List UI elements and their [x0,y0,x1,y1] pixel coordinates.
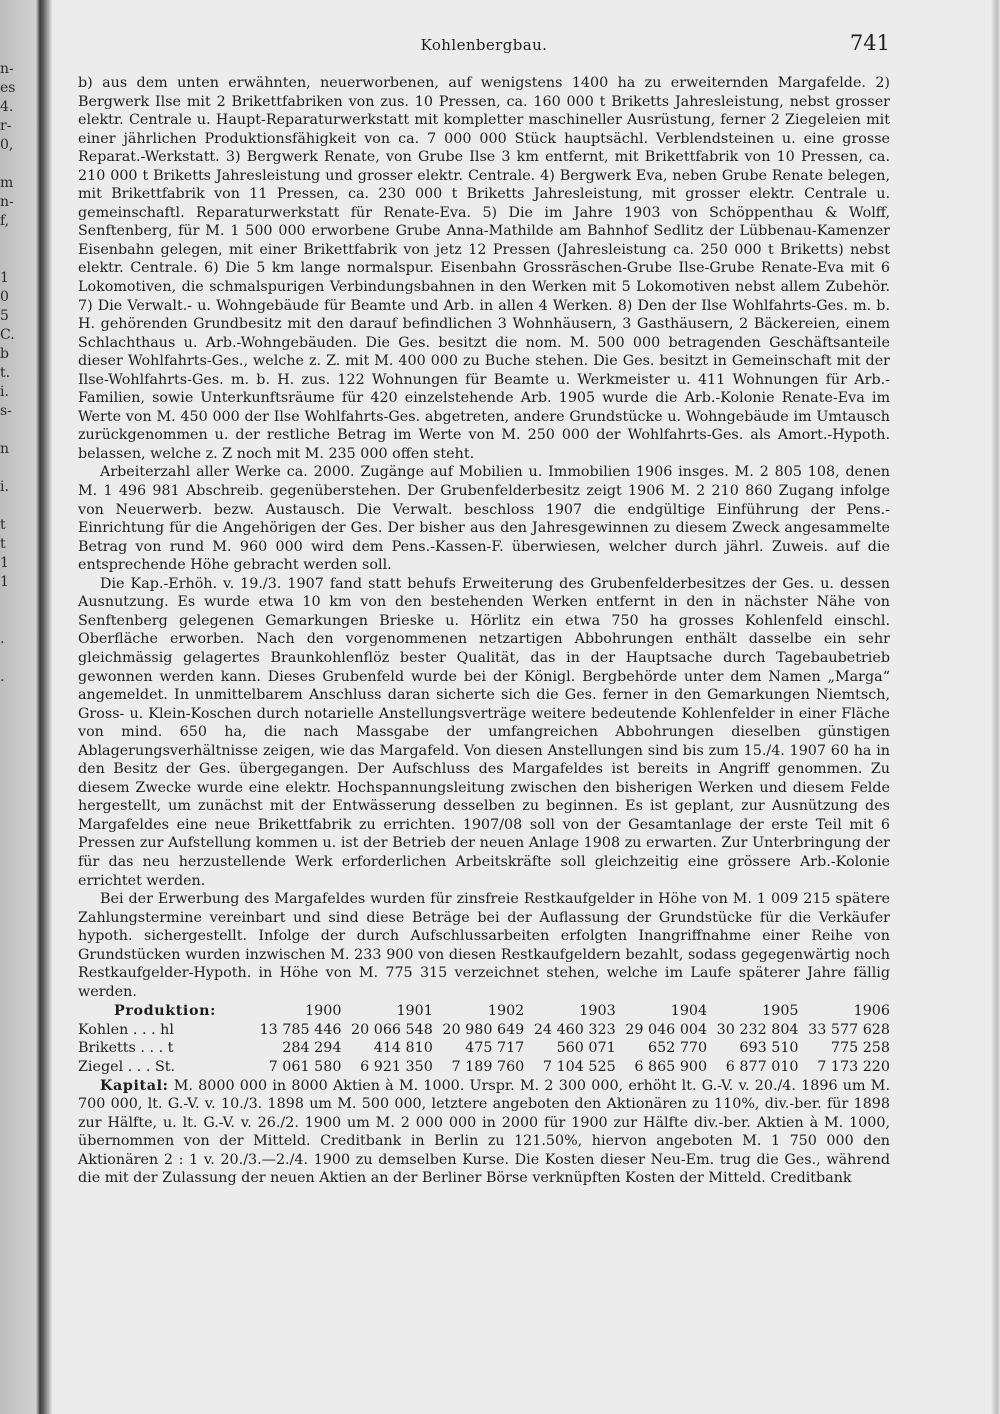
body-paragraph: Bei der Erwerbung des Margafeldes wurden für zinsfreie Restkaufgelder in Höhe von M. 1 009 215 spätere Zahlungstermine vereinbart und sind diese Beträge bei der Auflassung der Grundstücke für die Verkäufer hypoth. sichergestellt. Infolge der durch Aufschlussarbeiten erfolgten Inangriffnahme einer Reihe von Grundstücken wurden inzwischen M. 233 900 von diesen Restkaufgeldern bezahlt, sodass gegegenwärtig noch Restkaufgelder-Hypoth. in Höhe von M. 775 315 verzeichnet stehen, welche im Laufe späterer Jahre fällig werden. [78,891,890,1000]
margin-fragment: 0 [0,289,9,305]
table-cell: 284 294 [282,1040,342,1057]
year-header: 1900 [305,1003,342,1020]
facing-page-fragments [0,60,22,687]
production-heading: Produktion: [114,1003,216,1020]
table-cell: 7 104 525 [542,1058,616,1075]
margin-fragment [0,459,22,478]
margin-fragment: . [0,631,5,647]
margin-fragment: 1 [0,555,9,571]
margin-fragment: i. [0,384,9,400]
table-cell: 652 770 [647,1040,708,1057]
year-header: 1901 [396,1003,433,1020]
margin-fragment: t [0,517,6,533]
production-header-row [78,1002,890,1021]
year-header: 1906 [853,1003,890,1020]
margin-fragment: n- [0,61,14,77]
year-header: 1905 [762,1003,799,1020]
year-header: 1904 [670,1003,708,1020]
row-label: Briketts . . . t [78,1040,174,1057]
margin-fragment: C. [0,327,15,343]
table-cell: 414 810 [373,1040,433,1057]
table-cell: 475 717 [465,1040,525,1057]
table-cell: 20 066 548 [350,1021,433,1038]
margin-fragment: 1 [0,270,9,286]
margin-fragment: 1 [0,574,9,590]
margin-fragment: s- [0,403,12,419]
kapital-heading: Kapital: [100,1077,169,1094]
margin-fragment [0,649,22,668]
page-right-edge [990,0,1000,1414]
margin-fragment [0,155,22,174]
margin-fragment: i. [0,479,9,495]
page-number: 741 [849,31,890,55]
margin-fragment: t [0,536,6,552]
table-cell: 775 258 [830,1040,890,1057]
margin-fragment: f, [0,213,10,229]
margin-fragment: n- [0,194,14,210]
body-paragraph: Arbeiterzahl aller Werke ca. 2000. Zugänge auf Mobilien u. Immobilien 1906 insges. M. 2 805 108, denen M. 1 496 981 Abschreib. gegenüberstehen. Der Grubenfelderbesitz zeigt 1906 M. 2 210 860 Zugang infolge von Neuerwerb. bezw. Austausch. Die Verwalt. beschloss 1907 die endgültige Einführung der Pens.-Einrichtung für die Angehörigen der Ges. Der bisher aus den Jahresgewinnen zu diesem Zweck angesammelte Betrag von rund M. 960 000 wird dem Pens.-Kassen-F. überwiesen, welcher durch jährl. Zuweis. auf die entsprechende Höhe gebracht werden soll. [78,464,890,574]
table-cell: 6 865 900 [634,1058,708,1075]
kapital-paragraph [78,1077,890,1188]
margin-fragment: t. [0,365,11,381]
production-table [78,1002,890,1076]
table-row [78,1058,890,1077]
table-cell: 560 071 [556,1040,616,1057]
margin-fragment: n [0,441,10,457]
row-label: Ziegel . . . St. [78,1058,176,1075]
table-cell: 7 189 760 [451,1058,525,1075]
margin-fragment: es [0,80,16,96]
margin-fragment: 4. [0,99,14,115]
margin-fragment [0,592,22,611]
margin-fragment [0,421,22,440]
margin-fragment [0,611,22,630]
margin-fragment: m [0,175,14,191]
margin-fragment [0,250,22,269]
table-cell: 13 785 446 [259,1021,342,1038]
margin-fragment: 0, [0,137,14,153]
running-title: Kohlenbergbau. [420,36,548,54]
table-cell: 7 061 580 [268,1058,342,1075]
table-cell: 24 460 323 [533,1021,616,1038]
table-cell: 20 980 649 [442,1021,525,1038]
page-header [78,30,890,64]
margin-fragment [0,231,22,250]
table-row [78,1021,890,1040]
row-label: Kohlen . . . hl [78,1021,174,1038]
table-cell: 6 921 350 [360,1058,433,1075]
year-header: 1902 [487,1003,525,1020]
margin-fragment: b [0,346,9,362]
table-cell: 6 877 010 [725,1058,799,1075]
table-cell: 7 173 220 [817,1058,890,1075]
table-row [78,1039,890,1058]
margin-fragment [0,497,22,516]
table-cell: 30 232 804 [716,1021,799,1038]
kapital-text: M. 8000 000 in 8000 Aktien à M. 1000. Urspr. M. 2 300 000, erhöht lt. G.-V. v. 20./4. 1896 um M. 700 000, lt. G.-V. v. 10./3. 1898 um M. 500 000, letztere angeboten den Aktionären zu 110%, div.-ber. für 1898 zur Hälfte, u. lt. G.-V. v. 26./2. 1900 um M. 2 000 000 in 2000 für 1900 zur Hälfte div.-ber. Aktien à M. 1000, übernommen von der Mitteld. Creditbank in Berlin zu 121.50%, hiervon angeboten M. 1 750 000 den Aktionären 2 : 1 v. 20./3.—2./4. 1900 zu demselben Kurse. Die Kosten dieser Neu-Em. trug die Ges., während die mit der Zulassung der neuen Aktien an der Berliner Börse verknüpften Kosten der Mitteld. Creditbank [78,1077,890,1187]
margin-fragment: 5 [0,308,9,324]
table-cell: 693 510 [739,1040,799,1057]
margin-fragment: r- [0,118,12,134]
body-paragraph: Die Kap.-Erhöh. v. 19./3. 1907 fand statt behufs Erweiterung des Grubenfelderbesitzes der Ges. u. dessen Ausnutzung. Es wurde etwa 10 km von den bestehenden Werken entfernt in den in nächster Nähe von Senftenberg gelegenen Gemarkungen Brieske u. Hörlitz ein etwa 750 ha grosses Kohlenfeld einschl. Oberfläche erworben. Nach den vorgenommenen netzartigen Abbohrungen enthält dasselbe ein sehr gleichmässig gelagertes Braunkohlenflöz bester Qualität, das in der Hauptsache durch Tagebaubetrieb gewonnen werden kann. Dieses Grubenfeld wurde bei der Königl. Bergbehörde unter dem Namen „Marga“ angemeldet. In unmittelbarem Anschluss daran sicherte sich die Ges. ferner in den Gemarkungen Niemtsch, Gross- u. Klein-Koschen durch notarielle Anstellungsverträge weitere bedeutende Kohlenfelder in einer Fläche von mind. 650 ha, die nach Massgabe der umfangreichen Abbohrungen dieselben günstigen Ablagerungsverhältnisse zeigen, wie das Margafeld. Von diesen Anstellungen sind bis zum 15./4. 1907 60 ha in den Besitz der Ges. übergegangen. Der Aufschluss des Margafeldes ist bereits in Angriff genommen. Zu diesem Zwecke wurde eine elektr. Hochspannungsleitung zwischen den bisherigen Werken und diesem Felde hergestellt, um zunächst mit der Entwässerung desselben zu beginnen. Es ist geplant, zur Ausnützung des Margafeldes eine neue Brikettfabrik zu errichten. 1907/08 soll von der Gesamtanlage der erste Teil mit 6 Pressen zur Aufstellung kommen u. ist der Betrieb der neuen Anlage 1908 zu erwarten. Zur Unterbringung der für das neu herzustellende Werk erforderlichen Arbeitskräfte soll gleichzeitig eine grössere Arb.-Kolonie errichtet werden. [78,575,890,889]
table-cell: 29 046 004 [625,1021,708,1038]
page-body [78,74,890,1188]
year-header: 1903 [579,1003,616,1020]
body-paragraph: b) aus dem unten erwähnten, neuerworbenen, auf wenigstens 1400 ha zu erweiternden Margafelde. 2) Bergwerk Ilse mit 2 Brikettfabriken von zus. 10 Pressen, ca. 160 000 t Briketts Jahresleistung, nebst grosser elektr. Centrale u. Haupt-Reparaturwerkstatt mit kompletter maschineller Ausrüstung, ferner 2 Ziegeleien mit einer jährlichen Produktionsfähigkeit von ca. 7 000 000 Stück hauptsächl. Verblendsteinen u. eine grosse Reparat.-Werkstatt. 3) Bergwerk Renate, von Grube Ilse 3 km entfernt, mit Brikettfabrik von 10 Pressen, ca. 210 000 t Briketts Jahresleistung und grosser elektr. Centrale. 4) Bergwerk Eva, neben Grube Renate belegen, mit Brikettfabrik von 11 Pressen, ca. 230 000 t Briketts Jahresleistung, mit grosser elektr. Centrale u. gemeinschaftl. Reparaturwerkstatt für Renate-Eva. 5) Die im Jahre 1903 von Schöppenthau & Wolff, Senftenberg, für M. 1 500 000 erworbene Grube Anna-Mathilde am Bahnhof Sedlitz der Lübbenau-Kamenzer Eisenbahn gelegen, mit einer Brikettfabrik von jetz 12 Pressen (Jahresleistung ca. 250 000 t Briketts) nebst elektr. Centrale. 6) Die 5 km lange normalspur. Eisenbahn Grossräschen-Grube Ilse-Grube Renate-Eva mit 6 Lokomotiven, die schmalspurigen Verbindungsbahnen in den Werken mit 5 Lokomotiven nebst allem Zubehör. 7) Die Verwalt.- u. Wohngebäude für Beamte und Arb. in allen 4 Werken. 8) Den der Ilse Wohlfahrts-Ges. m. b. H. gehörenden Grundbesitz mit den darauf befindlichen 3 Wohnhäusern, 3 Gasthäusern, 2 Bäckereien, einem Schlachthaus u. Arb.-Wohngebäuden. Die Ges. besitzt die nom. M. 500 000 betragenden Geschäftsanteile dieser Wohlfahrts-Ges., welche z. Z. mit M. 400 000 zu Buche stehen. Die Ges. besitzt in Gemeinschaft mit der Ilse-Wohlfahrts-Ges. m. b. H. zus. 122 Wohnungen für Beamte u. Werkmeister u. 411 Wohnungen für Arb.-Familien, sowie Unterkunftsräume für 420 einzelstehende Arb. 1905 wurde die Arb.-Kolonie Renate-Eva im Werte von M. 450 000 der Ilse Wohlfahrts-Ges. abgetreten, andere Grundstücke u. Wohngebäude im Umtausch zurückgenommen u. der restliche Betrag im Werte von M. 250 000 der Wohlfahrts-Ges. als Amort.-Hypoth. belassen, welche z. Z noch mit M. 235 000 offen steht. [78,75,890,462]
margin-fragment: . [0,669,5,685]
table-cell: 33 577 628 [808,1021,890,1038]
